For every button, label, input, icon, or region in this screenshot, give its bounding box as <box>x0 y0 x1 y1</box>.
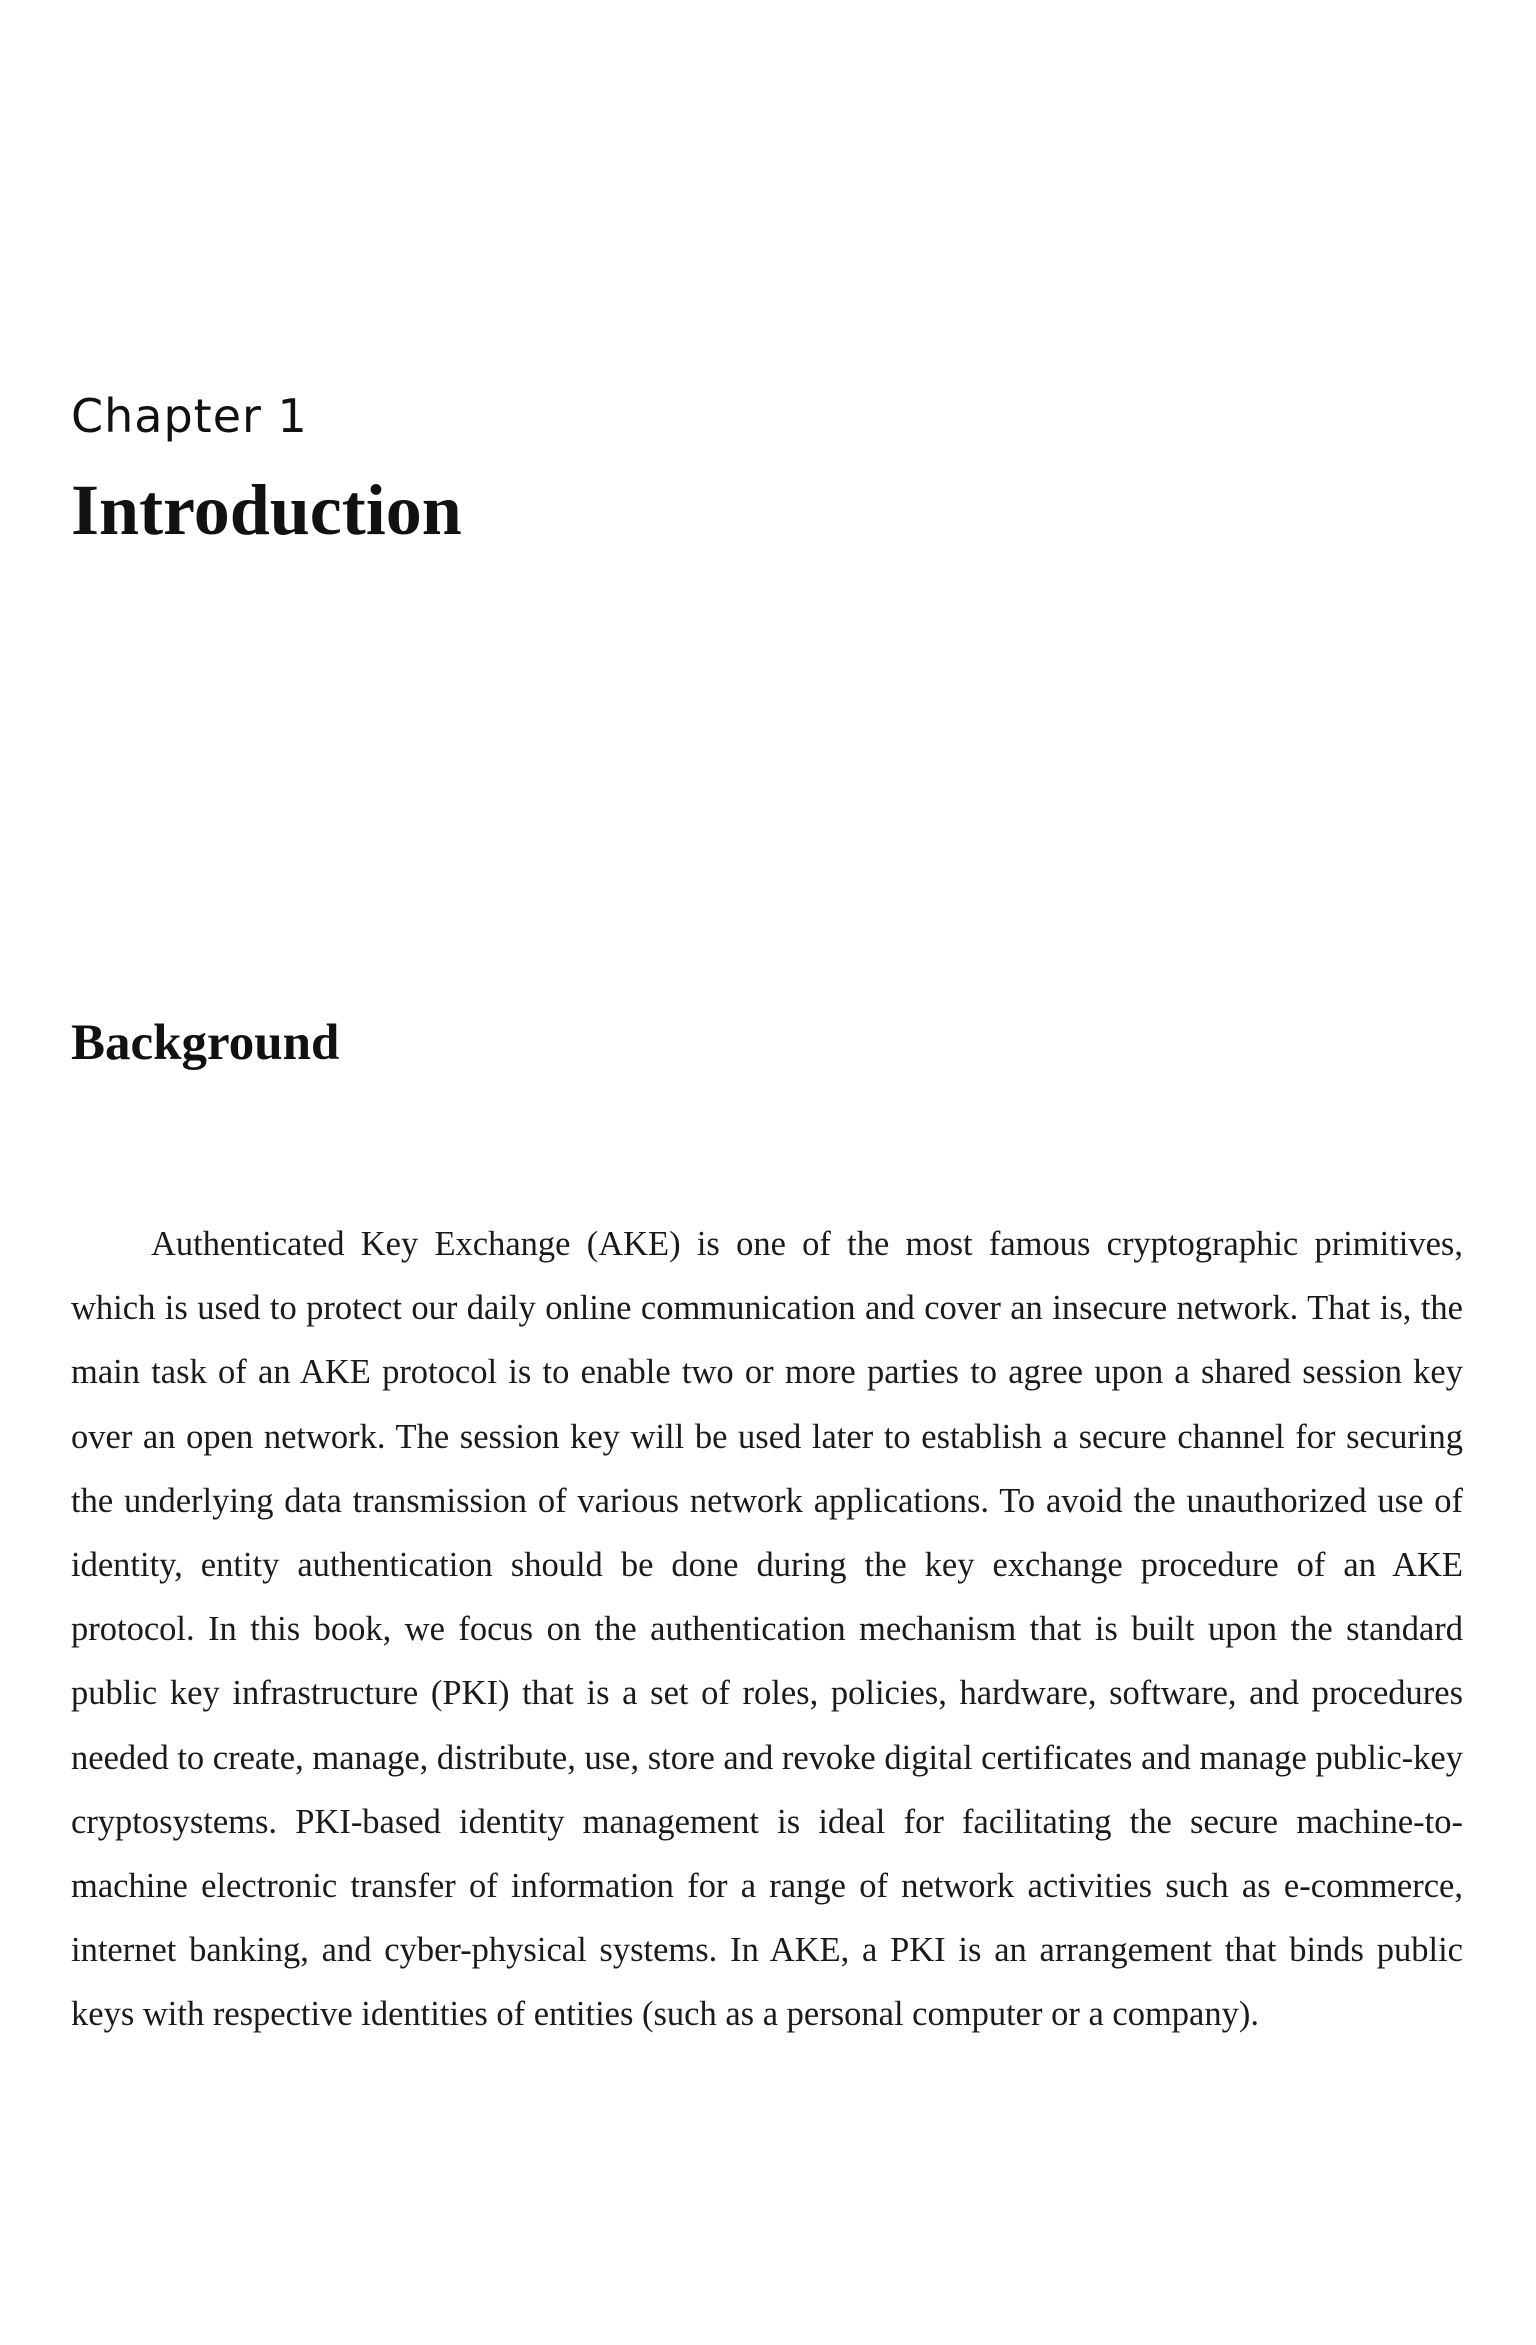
chapter-title: Introduction <box>71 470 462 550</box>
section-title: Background <box>71 1015 340 1071</box>
body-paragraph: Authenticated Key Exchange (AKE) is one of the most famous cryptographic primitives, which is used to protect our daily online communication and cover an insecure network. That is, the main task of an AKE protocol is to enable two or more parties to agree upon a shared session key over an open network. The session key will be used later to establish a secure channel for securing the underlying data transmission of various network applications. To avoid the unauthorized use of identity, entity authentication should be done during the key exchange procedure of an AKE protocol. In this book, we focus on the authentication mechanism that is built upon the standard public key infrastructure (PKI) that is a set of roles, policies, hardware, software, and procedures needed to create, manage, distribute, use, store and revoke digital certificates and manage public-key cryptosystems. PKI-based identity management is ideal for facilitating the secure machine-to-machine electronic transfer of information for a range of network activities such as e-commerce, internet banking, and cyber-physical systems. In AKE, a PKI is an arrangement that binds public keys with respective identities of entities (such as a personal computer or a company). <box>71 1225 1463 2034</box>
chapter-label: Chapter 1 <box>71 389 308 443</box>
